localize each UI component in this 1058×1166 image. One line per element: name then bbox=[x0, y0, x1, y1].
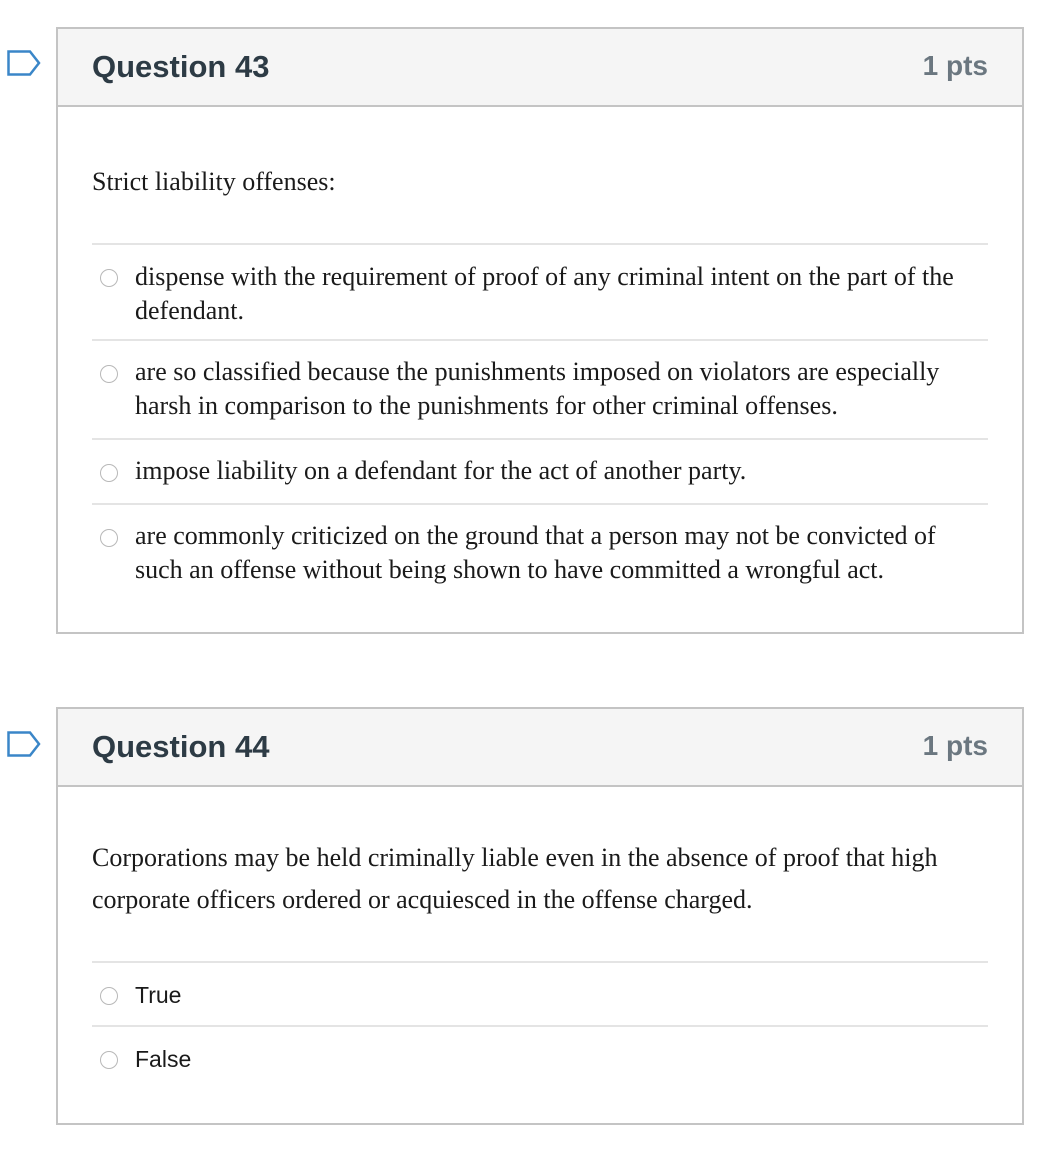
radio-button[interactable] bbox=[100, 529, 118, 547]
question-header bbox=[58, 709, 1022, 787]
answer-option[interactable] bbox=[92, 963, 988, 1027]
answer-list bbox=[92, 961, 988, 1093]
question-body bbox=[58, 787, 1022, 1093]
question-prompt: Strict liability offenses: bbox=[92, 167, 336, 196]
question-prompt: Corporations may be held criminally liable even in the absence of proof that high corporate officers ordered or acquiesced in the offense charged. bbox=[92, 843, 938, 914]
question-card-43 bbox=[56, 27, 1024, 634]
question-card-44 bbox=[56, 707, 1024, 1125]
flag-question-icon[interactable] bbox=[7, 731, 41, 757]
answer-option[interactable] bbox=[92, 245, 988, 341]
answer-option[interactable] bbox=[92, 440, 988, 505]
answer-label: are commonly criticized on the ground that a person may not be convicted of such an offense without being shown to have committed a wrongful act. bbox=[135, 521, 936, 584]
answer-option[interactable] bbox=[92, 505, 988, 603]
answer-label: are so classified because the punishments imposed on violators are especially harsh in comparison to the punishments for other criminal offenses. bbox=[135, 357, 940, 420]
question-title: Question 43 bbox=[92, 49, 270, 84]
answer-label: impose liability on a defendant for the act of another party. bbox=[135, 456, 747, 485]
question-points: 1 pts bbox=[922, 730, 988, 761]
answer-label: True bbox=[135, 982, 182, 1008]
answer-label: False bbox=[135, 1046, 192, 1072]
answer-label: dispense with the requirement of proof of any criminal intent on the part of the defendant. bbox=[135, 262, 954, 325]
question-header bbox=[58, 29, 1022, 107]
question-title: Question 44 bbox=[92, 729, 270, 764]
radio-button[interactable] bbox=[100, 269, 118, 287]
flag-question-icon[interactable] bbox=[7, 50, 41, 76]
radio-button[interactable] bbox=[100, 1051, 118, 1069]
answer-option[interactable] bbox=[92, 341, 988, 440]
question-points: 1 pts bbox=[922, 50, 988, 81]
radio-button[interactable] bbox=[100, 987, 118, 1005]
radio-button[interactable] bbox=[100, 464, 118, 482]
radio-button[interactable] bbox=[100, 365, 118, 383]
answer-option[interactable] bbox=[92, 1027, 988, 1093]
answer-list bbox=[92, 243, 988, 603]
question-body bbox=[58, 107, 1022, 603]
